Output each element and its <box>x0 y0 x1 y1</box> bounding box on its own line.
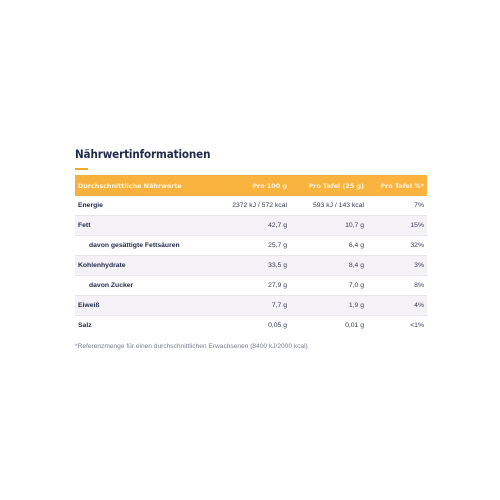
header-nutrient: Durchschnittliche Nährwerte <box>78 181 182 190</box>
row-label: Kohlenhydrate <box>75 256 193 276</box>
row-percent: <1% <box>410 322 424 329</box>
row-label: davon Zucker <box>89 282 134 289</box>
header-per-100g: Pro 100 g <box>252 181 287 190</box>
table-row <box>75 196 427 216</box>
row-label: Salz <box>78 322 92 329</box>
table-row <box>75 216 427 236</box>
row-label: davon gesättigte Fettsäuren <box>89 242 180 249</box>
row-per-bar: 0,01 g <box>345 322 364 329</box>
table-row <box>75 316 427 336</box>
heading-underline <box>75 168 88 170</box>
nutrition-table <box>75 175 427 335</box>
row-per-bar: 1,9 g <box>287 296 364 316</box>
row-per-100g: 0,05 g <box>268 322 287 329</box>
table-row <box>75 256 427 276</box>
row-per-bar: 8,4 g <box>287 256 364 276</box>
footnote: *Referenzmenge für einen durchschnittlichen Erwachsenen (8400 kJ/2000 kcal) <box>75 343 308 350</box>
row-percent: 7% <box>414 202 424 209</box>
row-label: Energie <box>78 202 103 209</box>
row-per-100g: 2372 kJ / 572 kcal <box>232 202 287 209</box>
table-header-row <box>75 175 427 196</box>
row-per-100g: 7,7 g <box>193 296 287 316</box>
row-percent: 8% <box>414 282 424 289</box>
table-row <box>75 296 427 316</box>
row-percent: 4% <box>364 296 427 316</box>
row-label: Eiweiß <box>75 296 193 316</box>
table-row <box>75 236 427 256</box>
row-per-100g: 25,7 g <box>268 242 287 249</box>
row-per-bar: 10,7 g <box>287 216 364 236</box>
table-row <box>75 276 427 296</box>
header-percent: Pro Tafel %* <box>380 181 424 190</box>
nutrition-heading: Nährwertinformationen <box>75 147 211 161</box>
row-per-bar: 7,0 g <box>348 282 364 289</box>
row-per-100g: 42,7 g <box>193 216 287 236</box>
row-percent: 3% <box>364 256 427 276</box>
row-percent: 15% <box>364 216 427 236</box>
row-per-bar: 6,4 g <box>348 242 364 249</box>
row-per-100g: 33,5 g <box>193 256 287 276</box>
row-per-bar: 593 kJ / 143 kcal <box>312 202 364 209</box>
row-per-100g: 27,9 g <box>268 282 287 289</box>
row-percent: 32% <box>410 242 424 249</box>
row-label: Fett <box>75 216 193 236</box>
header-per-bar: Pro Tafel (25 g) <box>308 181 364 190</box>
